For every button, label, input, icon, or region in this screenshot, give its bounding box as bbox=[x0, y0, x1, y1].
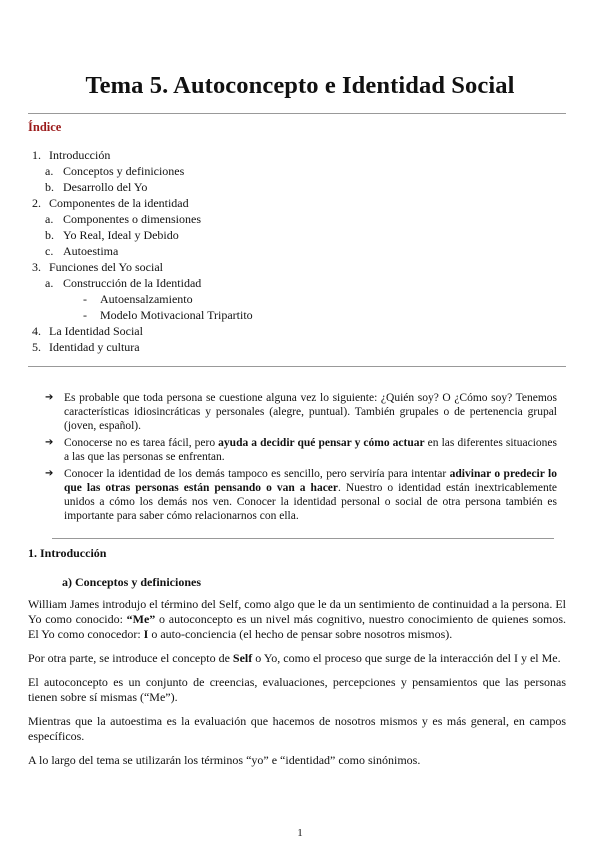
document-page: Tema 5. Autoconcepto e Identidad Social Índice 1. Introducción a. Conceptos y definiciones b. Desarrollo del Yo 2. Componentes de la identidad a. Componentes o dimensiones b. Yo Real, Ideal y Debido c. Autoestima 3. Funciones del Yo social a. Construcción de la Identidad - Autoensalzamiento - Modelo Motivacional Tripartito 4. La Identidad Social 5. Identidad y cultura ➔ Es probable que toda persona se cuestione alguna vez lo siguiente: ¿Quién soy? O ¿Cómo soy? Tenemos características idiosincráticas y personales (alegre, puntual). También grupales o de pertenencia grupal (joven, español). ➔ Conocerse no es tarea fácil, pero ayuda a decidir qué pensar y cómo actuar en las diferentes situaciones a las que las personas se enfrentan. ➔ Conocer la identidad de los demás tampoco es sencillo, pero serviría para intentar adivinar o predecir lo que las otras personas están pensando o van a hacer. Nuestro o identidad están inextricablemente unidos a cómo los demás nos ven. Conocer la identidad personal o social de otra persona también es importante para saber cómo relacionarnos con ella. 1. Introducción a) Conceptos y definiciones William James introdujo el término del Self, como algo que le da un sentimiento de continuidad a la persona. El Yo como conocido: “Me” o autoconcepto es un nivel más cognitivo, nuestro conocimiento de quienes somos. El Yo como conocedor: I o auto-conciencia (el hecho de pensar sobre nosotros mismos). Por otra parte, se introduce el concepto de Self o Yo, como el proceso que surge de la interacción del I y el Me. El autoconcepto es un conjunto de creencias, evaluaciones, percepciones y pensamientos que las personas tienen sobre sí mismas (“Me”). Mientras que la autoestima es la evaluación que hacemos de nosotros mismos y es más general, en campos específicos. A lo largo del tema se utilizarán los términos “yo” e “identidad” como sinónimos. 1 bbox=[0, 0, 600, 848]
section-heading: 1. Introducción bbox=[28, 546, 107, 560]
bullet-item: ➔ Conocer la identidad de los demás tampoco es sencillo, pero serviría para intentar adivinar o predecir lo que las otras personas están pensando o van a hacer. Nuestro o identidad están inextricablemente unidos a cómo los demás nos ven. Conocer la identidad personal o social de otra persona también es importante para saber cómo relacionarnos con ella. bbox=[45, 468, 557, 522]
paragraph: Por otra parte, se introduce el concepto de Self o Yo, como el proceso que surge de la interacción del I y el Me. bbox=[28, 651, 561, 665]
page-number: 1 bbox=[297, 827, 303, 839]
section-divider bbox=[52, 538, 554, 539]
arrow-bullet-icon: ➔ bbox=[45, 437, 54, 448]
document-title: Tema 5. Autoconcepto e Identidad Social bbox=[85, 72, 515, 99]
bullet-item: ➔ Es probable que toda persona se cuestione alguna vez lo siguiente: ¿Quién soy? O ¿Cómo soy? Tenemos características idiosincráticas y personales (alegre, puntual). También grupales o de pertenencia grupal (joven, español). bbox=[45, 392, 557, 432]
arrow-bullet-icon: ➔ bbox=[45, 468, 54, 479]
index-heading: Índice bbox=[28, 120, 62, 134]
paragraph: A lo largo del tema se utilizarán los términos “yo” e “identidad” como sinónimos. bbox=[28, 753, 421, 767]
section-body bbox=[28, 597, 566, 777]
title-divider bbox=[28, 113, 566, 114]
paragraph: El autoconcepto es un conjunto de creencias, evaluaciones, percepciones y pensamientos que las personas tienen sobre sí mismas (“Me”). bbox=[28, 675, 566, 704]
arrow-bullet-icon: ➔ bbox=[45, 392, 54, 403]
subsection-heading: a) Conceptos y definiciones bbox=[62, 575, 201, 589]
paragraph: William James introdujo el término del Self, como algo que le da un sentimiento de continuidad a la persona. El Yo como conocido: “Me” o autoconcepto es un nivel más cognitivo, nuestro conocimiento de quienes somos. El Yo como conocedor: I o auto-conciencia (el hecho de pensar sobre nosotros mismos). bbox=[28, 597, 566, 641]
bullet-item: ➔ Conocerse no es tarea fácil, pero ayuda a decidir qué pensar y cómo actuar en las diferentes situaciones a las que las personas se enfrentan. bbox=[45, 437, 557, 463]
paragraph: Mientras que la autoestima es la evaluación que hacemos de nosotros mismos y es más general, en campos específicos. bbox=[28, 714, 566, 743]
intro-bullet-list bbox=[45, 391, 557, 526]
index-divider bbox=[28, 366, 566, 367]
